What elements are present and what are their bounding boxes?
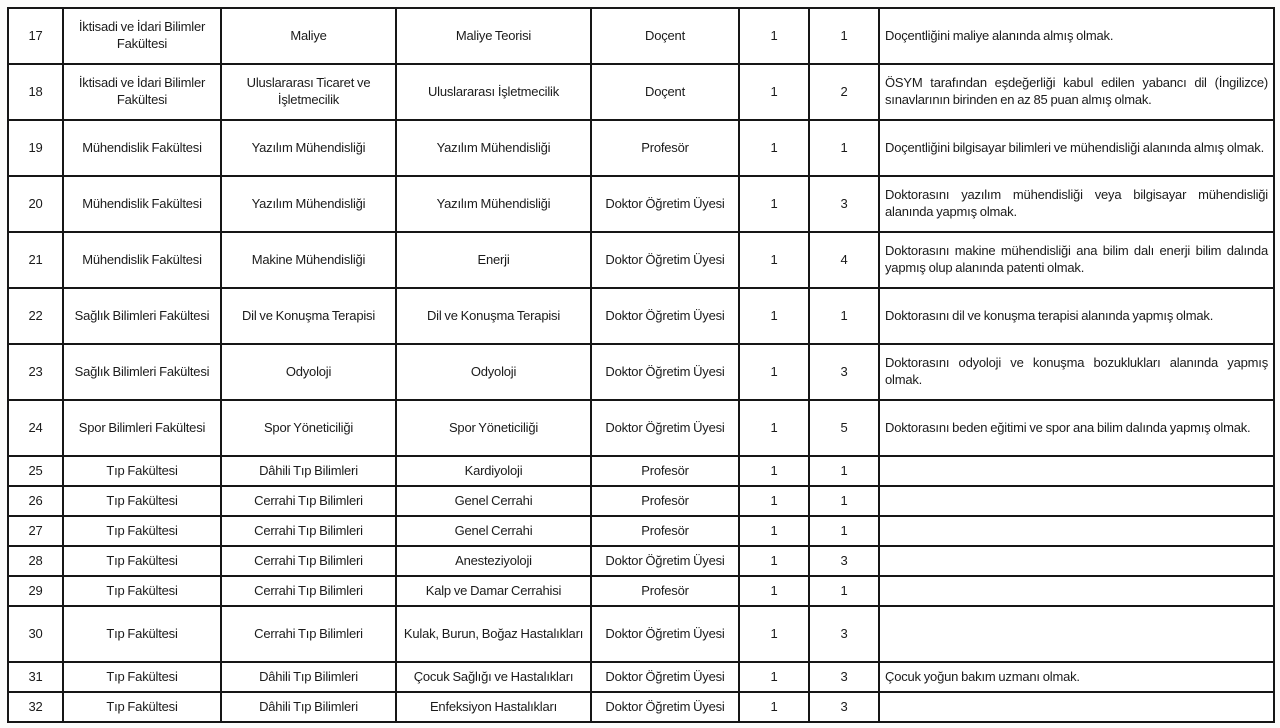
requirement-note-cell: [879, 546, 1274, 576]
degree-cell: 1: [739, 232, 809, 288]
quota-count-cell: 3: [809, 662, 879, 692]
department-cell: Cerrahi Tıp Bilimleri: [221, 606, 396, 662]
quota-count-cell: 1: [809, 456, 879, 486]
faculty-cell: Tıp Fakültesi: [63, 692, 221, 722]
program-cell: Genel Cerrahi: [396, 486, 591, 516]
quota-count-cell: 5: [809, 400, 879, 456]
faculty-cell: Tıp Fakültesi: [63, 576, 221, 606]
degree-cell: 1: [739, 546, 809, 576]
faculty-cell: Mühendislik Fakültesi: [63, 176, 221, 232]
degree-cell: 1: [739, 400, 809, 456]
table-row: [8, 176, 1274, 232]
faculty-cell: Tıp Fakültesi: [63, 516, 221, 546]
academic-title-cell: Profesör: [591, 486, 739, 516]
requirement-note-cell: Doçentliğini bilgisayar bilimleri ve mühendisliği alanında almış olmak.: [879, 120, 1274, 176]
program-cell: Çocuk Sağlığı ve Hastalıkları: [396, 662, 591, 692]
requirement-note-cell: [879, 692, 1274, 722]
academic-title-cell: Profesör: [591, 576, 739, 606]
quota-count-cell: 3: [809, 606, 879, 662]
row-number-cell: 31: [8, 662, 63, 692]
requirement-note-cell: Doktorasını odyoloji ve konuşma bozuklukları alanında yapmış olmak.: [879, 344, 1274, 400]
program-cell: Kulak, Burun, Boğaz Hastalıkları: [396, 606, 591, 662]
degree-cell: 1: [739, 662, 809, 692]
row-number-cell: 24: [8, 400, 63, 456]
row-number-cell: 30: [8, 606, 63, 662]
degree-cell: 1: [739, 576, 809, 606]
department-cell: Cerrahi Tıp Bilimleri: [221, 486, 396, 516]
faculty-cell: Sağlık Bilimleri Fakültesi: [63, 344, 221, 400]
department-cell: Dil ve Konuşma Terapisi: [221, 288, 396, 344]
degree-cell: 1: [739, 64, 809, 120]
quota-count-cell: 1: [809, 288, 879, 344]
table-row: [8, 546, 1274, 576]
requirement-note-cell: [879, 606, 1274, 662]
row-number-cell: 23: [8, 344, 63, 400]
program-cell: Yazılım Mühendisliği: [396, 176, 591, 232]
academic-positions-table: [7, 7, 1275, 723]
table-row: [8, 692, 1274, 722]
table-body: [8, 8, 1274, 722]
program-cell: Maliye Teorisi: [396, 8, 591, 64]
faculty-cell: İktisadi ve İdari Bilimler Fakültesi: [63, 64, 221, 120]
table-row: [8, 456, 1274, 486]
quota-count-cell: 1: [809, 120, 879, 176]
requirement-note-cell: Doçentliğini maliye alanında almış olmak.: [879, 8, 1274, 64]
degree-cell: 1: [739, 516, 809, 546]
faculty-cell: Tıp Fakültesi: [63, 606, 221, 662]
academic-title-cell: Doktor Öğretim Üyesi: [591, 692, 739, 722]
faculty-cell: Spor Bilimleri Fakültesi: [63, 400, 221, 456]
requirement-note-cell: Doktorasını makine mühendisliği ana bilim dalı enerji bilim dalında yapmış olup alanında patenti olmak.: [879, 232, 1274, 288]
academic-title-cell: Profesör: [591, 516, 739, 546]
requirement-note-cell: Çocuk yoğun bakım uzmanı olmak.: [879, 662, 1274, 692]
program-cell: Anesteziyoloji: [396, 546, 591, 576]
degree-cell: 1: [739, 176, 809, 232]
table-row: [8, 662, 1274, 692]
table-row: [8, 516, 1274, 546]
table-row: [8, 344, 1274, 400]
department-cell: Uluslararası Ticaret ve İşletmecilik: [221, 64, 396, 120]
quota-count-cell: 3: [809, 692, 879, 722]
academic-title-cell: Doktor Öğretim Üyesi: [591, 606, 739, 662]
department-cell: Cerrahi Tıp Bilimleri: [221, 576, 396, 606]
quota-count-cell: 1: [809, 576, 879, 606]
requirement-note-cell: Doktorasını beden eğitimi ve spor ana bilim dalında yapmış olmak.: [879, 400, 1274, 456]
degree-cell: 1: [739, 456, 809, 486]
row-number-cell: 20: [8, 176, 63, 232]
table-row: [8, 400, 1274, 456]
program-cell: Yazılım Mühendisliği: [396, 120, 591, 176]
row-number-cell: 22: [8, 288, 63, 344]
department-cell: Dâhili Tıp Bilimleri: [221, 662, 396, 692]
department-cell: Yazılım Mühendisliği: [221, 120, 396, 176]
table-row: [8, 288, 1274, 344]
academic-title-cell: Doçent: [591, 64, 739, 120]
quota-count-cell: 3: [809, 176, 879, 232]
degree-cell: 1: [739, 288, 809, 344]
department-cell: Dâhili Tıp Bilimleri: [221, 456, 396, 486]
academic-title-cell: Doktor Öğretim Üyesi: [591, 344, 739, 400]
faculty-cell: Tıp Fakültesi: [63, 486, 221, 516]
requirement-note-cell: [879, 456, 1274, 486]
faculty-cell: Tıp Fakültesi: [63, 662, 221, 692]
program-cell: Genel Cerrahi: [396, 516, 591, 546]
row-number-cell: 28: [8, 546, 63, 576]
table-row: [8, 120, 1274, 176]
quota-count-cell: 1: [809, 486, 879, 516]
faculty-cell: Tıp Fakültesi: [63, 546, 221, 576]
degree-cell: 1: [739, 120, 809, 176]
row-number-cell: 25: [8, 456, 63, 486]
academic-title-cell: Doktor Öğretim Üyesi: [591, 232, 739, 288]
degree-cell: 1: [739, 486, 809, 516]
row-number-cell: 26: [8, 486, 63, 516]
requirement-note-cell: [879, 486, 1274, 516]
table-row: [8, 64, 1274, 120]
program-cell: Odyoloji: [396, 344, 591, 400]
academic-title-cell: Doktor Öğretim Üyesi: [591, 662, 739, 692]
row-number-cell: 18: [8, 64, 63, 120]
table-row: [8, 232, 1274, 288]
faculty-cell: Tıp Fakültesi: [63, 456, 221, 486]
academic-title-cell: Doktor Öğretim Üyesi: [591, 400, 739, 456]
program-cell: Enfeksiyon Hastalıkları: [396, 692, 591, 722]
requirement-note-cell: Doktorasını yazılım mühendisliği veya bilgisayar mühendisliği alanında yapmış olmak.: [879, 176, 1274, 232]
department-cell: Yazılım Mühendisliği: [221, 176, 396, 232]
row-number-cell: 17: [8, 8, 63, 64]
row-number-cell: 32: [8, 692, 63, 722]
row-number-cell: 27: [8, 516, 63, 546]
table-row: [8, 606, 1274, 662]
row-number-cell: 29: [8, 576, 63, 606]
program-cell: Spor Yöneticiliği: [396, 400, 591, 456]
degree-cell: 1: [739, 344, 809, 400]
academic-title-cell: Profesör: [591, 120, 739, 176]
table-row: [8, 8, 1274, 64]
faculty-cell: Sağlık Bilimleri Fakültesi: [63, 288, 221, 344]
quota-count-cell: 4: [809, 232, 879, 288]
faculty-cell: İktisadi ve İdari Bilimler Fakültesi: [63, 8, 221, 64]
program-cell: Kardiyoloji: [396, 456, 591, 486]
academic-title-cell: Doktor Öğretim Üyesi: [591, 546, 739, 576]
program-cell: Uluslararası İşletmecilik: [396, 64, 591, 120]
academic-title-cell: Profesör: [591, 456, 739, 486]
degree-cell: 1: [739, 8, 809, 64]
row-number-cell: 19: [8, 120, 63, 176]
department-cell: Odyoloji: [221, 344, 396, 400]
requirement-note-cell: [879, 576, 1274, 606]
requirement-note-cell: Doktorasını dil ve konuşma terapisi alanında yapmış olmak.: [879, 288, 1274, 344]
quota-count-cell: 1: [809, 8, 879, 64]
degree-cell: 1: [739, 606, 809, 662]
degree-cell: 1: [739, 692, 809, 722]
department-cell: Dâhili Tıp Bilimleri: [221, 692, 396, 722]
table-row: [8, 576, 1274, 606]
academic-title-cell: Doktor Öğretim Üyesi: [591, 288, 739, 344]
department-cell: Cerrahi Tıp Bilimleri: [221, 516, 396, 546]
program-cell: Enerji: [396, 232, 591, 288]
requirement-note-cell: [879, 516, 1274, 546]
department-cell: Spor Yöneticiliği: [221, 400, 396, 456]
quota-count-cell: 1: [809, 516, 879, 546]
program-cell: Kalp ve Damar Cerrahisi: [396, 576, 591, 606]
academic-title-cell: Doktor Öğretim Üyesi: [591, 176, 739, 232]
requirement-note-cell: ÖSYM tarafından eşdeğerliği kabul edilen yabancı dil (İngilizce) sınavlarının birinden en az 85 puan almış olmak.: [879, 64, 1274, 120]
quota-count-cell: 3: [809, 546, 879, 576]
faculty-cell: Mühendislik Fakültesi: [63, 120, 221, 176]
academic-title-cell: Doçent: [591, 8, 739, 64]
quota-count-cell: 2: [809, 64, 879, 120]
department-cell: Makine Mühendisliği: [221, 232, 396, 288]
table-row: [8, 486, 1274, 516]
quota-count-cell: 3: [809, 344, 879, 400]
department-cell: Cerrahi Tıp Bilimleri: [221, 546, 396, 576]
department-cell: Maliye: [221, 8, 396, 64]
row-number-cell: 21: [8, 232, 63, 288]
program-cell: Dil ve Konuşma Terapisi: [396, 288, 591, 344]
faculty-cell: Mühendislik Fakültesi: [63, 232, 221, 288]
